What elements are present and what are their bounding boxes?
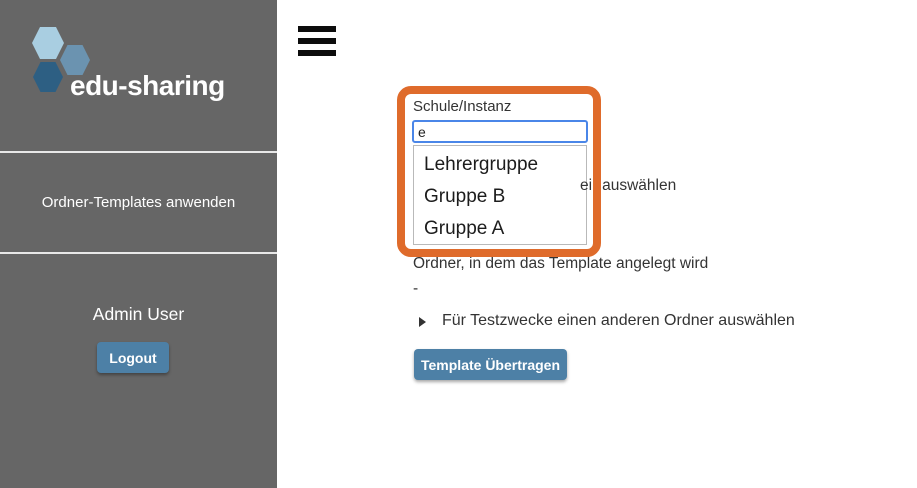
occluded-text-fragment: ei: [580, 177, 593, 194]
target-folder-label: Ordner, in dem das Template angelegt wird: [413, 255, 709, 272]
hamburger-bar: [298, 50, 336, 56]
dropdown-option-gruppe-a[interactable]: Gruppe A: [424, 218, 505, 239]
hamburger-bar: [298, 26, 336, 32]
target-folder-value: -: [413, 280, 419, 297]
dropdown-option-lehrergruppe[interactable]: Lehrergruppe: [424, 154, 539, 175]
logo-hexagon-dark-icon: [33, 62, 63, 92]
logo-hexagon-light-icon: [32, 27, 64, 59]
school-instance-label: Schule/Instanz: [413, 98, 512, 115]
sidebar: [0, 0, 277, 488]
template-uebertragen-button[interactable]: Template Übertragen: [414, 349, 567, 380]
school-instance-dropdown: [413, 145, 587, 245]
logout-button[interactable]: Logout: [97, 342, 169, 373]
occluded-text-line: [580, 177, 676, 195]
hamburger-bar: [298, 38, 336, 44]
sidebar-item-label: Ordner-Templates anwenden: [41, 194, 236, 211]
school-instance-input[interactable]: [412, 120, 588, 143]
triangle-right-icon: [419, 317, 426, 327]
user-name: Admin User: [92, 304, 185, 324]
logo-text: edu-sharing: [70, 70, 225, 101]
sidebar-divider-bottom: [0, 252, 277, 254]
occluded-text-fragment: auswählen: [602, 177, 677, 194]
dropdown-option-gruppe-b[interactable]: Gruppe B: [424, 186, 506, 207]
hamburger-menu-icon[interactable]: [298, 26, 336, 56]
sidebar-item-ordner-templates[interactable]: [0, 153, 277, 252]
expander-label: Für Testzwecke einen anderen Ordner auswählen: [442, 312, 795, 329]
choose-other-folder-expander[interactable]: [419, 312, 795, 330]
